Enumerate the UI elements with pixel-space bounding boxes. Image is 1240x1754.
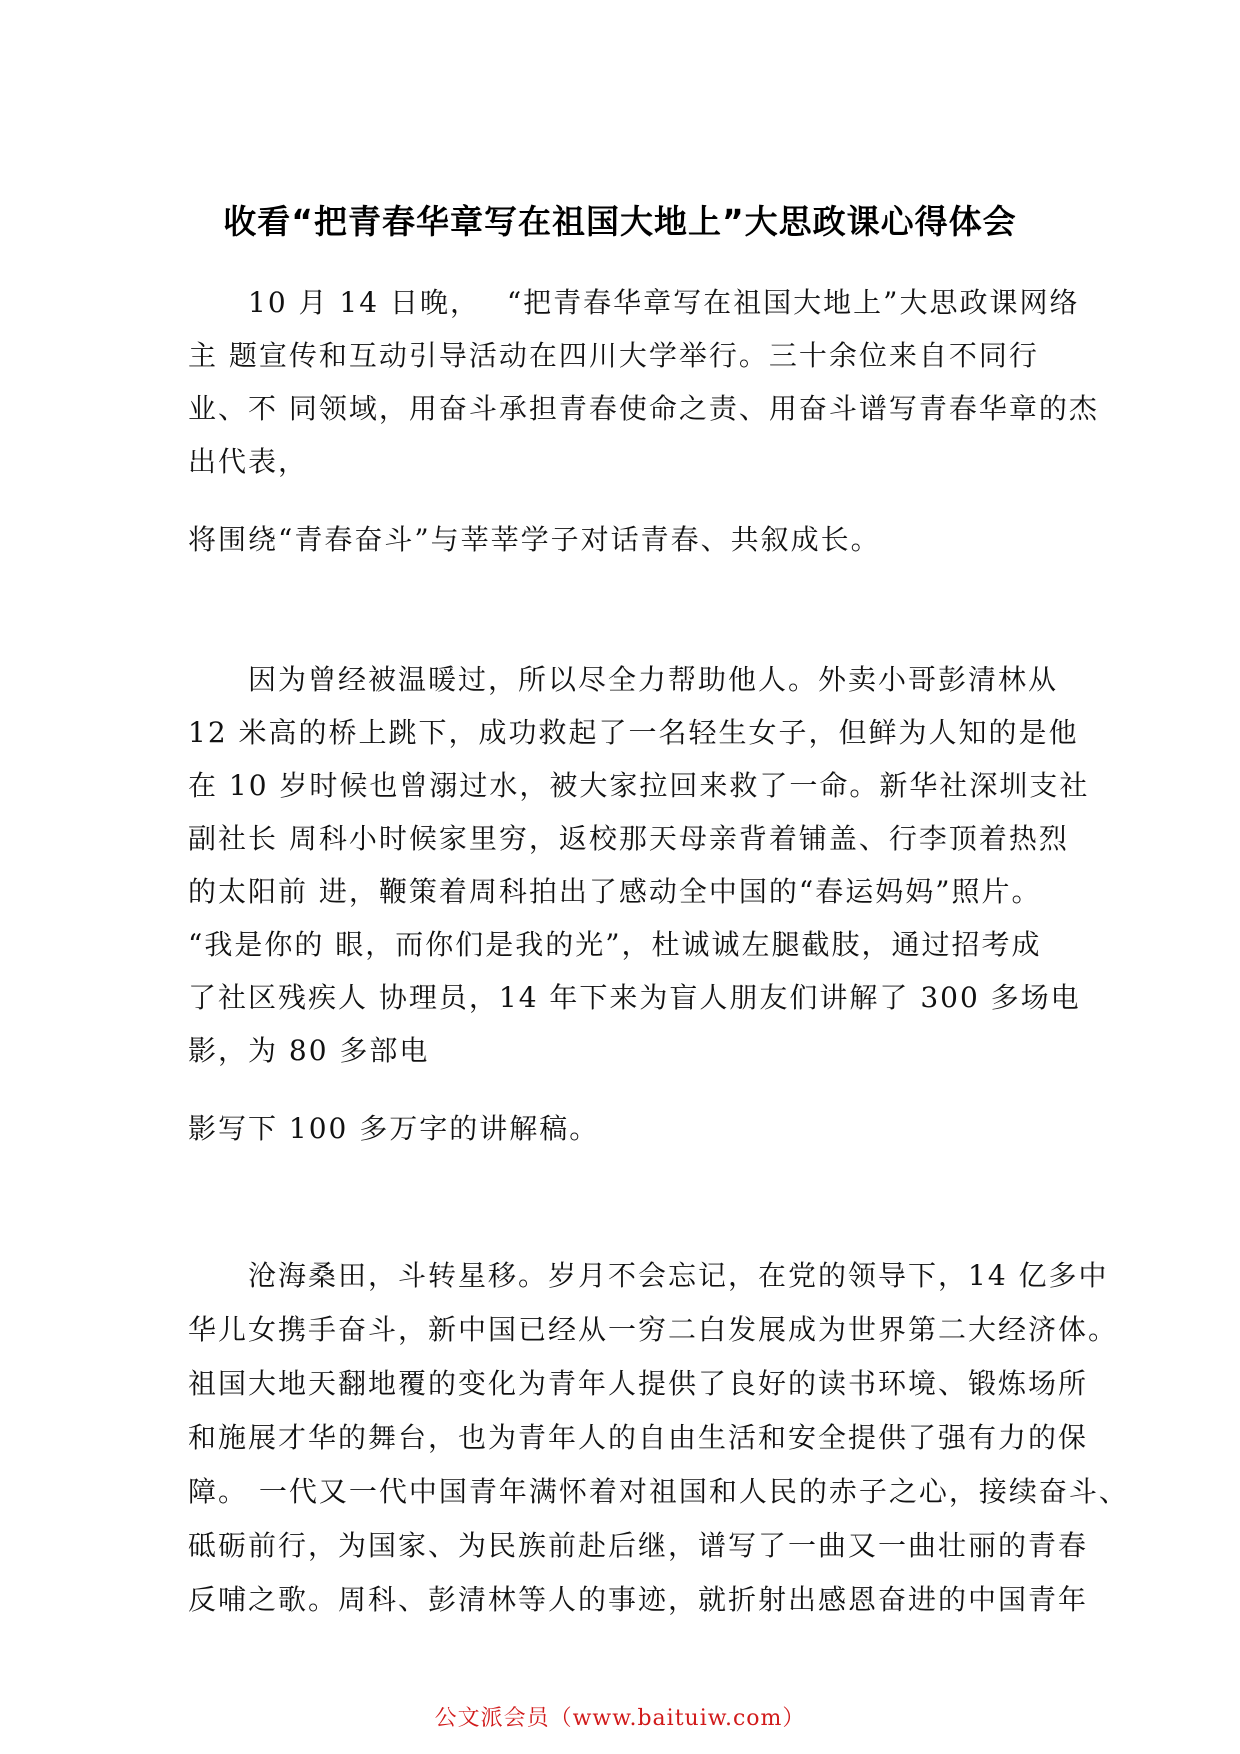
paragraph-line: 在 10 岁时候也曾溺过水，被大家拉回来救了一命。新华社深圳支社 xyxy=(188,769,1090,802)
paragraph-line: 主 题宣传和互动引导活动在四川大学举行。三十余位来自不同行 xyxy=(188,339,1039,372)
paragraph-line: 业、不 同领域，用奋斗承担青春使命之责、用奋斗谱写青春华章的杰 xyxy=(188,392,1099,425)
paragraph-line: 祖国大地天翻地覆的变化为青年人提供了良好的读书环境、锻炼场所 xyxy=(188,1367,1089,1400)
footer-watermark: 公文派会员（www.baituiw.com） xyxy=(434,1706,806,1731)
paragraph-line: 障。 一代又一代中国青年满怀着对祖国和人民的赤子之心，接续奋斗、 xyxy=(188,1475,1129,1508)
paragraph-line: 将围绕“青春奋斗”与莘莘学子对话青春、共叙成长。 xyxy=(188,523,881,556)
paragraph-line: 10 月 14 日晚， “把青春华章写在祖国大地上”大思政课网络 xyxy=(188,286,1080,319)
paragraph-line: 和施展才华的舞台，也为青年人的自由生活和安全提供了强有力的保 xyxy=(188,1421,1089,1454)
paragraph-line: 影，为 80 多部电 xyxy=(188,1034,430,1067)
paragraph-line: 出代表， xyxy=(188,445,309,478)
paragraph-line: 华儿女携手奋斗，新中国已经从一穷二白发展成为世界第二大经济体。 xyxy=(188,1313,1119,1346)
paragraph-line: 影写下 100 多万字的讲解稿。 xyxy=(188,1112,600,1145)
paragraph-line: 因为曾经被温暖过，所以尽全力帮助他人。外卖小哥彭清林从 xyxy=(188,663,1059,696)
paragraph-line: 反哺之歌。周科、彭清林等人的事迹，就折射出感恩奋进的中国青年 xyxy=(188,1583,1089,1616)
paragraph-line: 副社长 周科小时候家里穷，返校那天母亲背着铺盖、行李顶着热烈 xyxy=(188,822,1069,855)
paragraph-line: 了社区残疾人 协理员，14 年下来为盲人朋友们讲解了 300 多场电 xyxy=(188,981,1081,1014)
paragraph-line: “我是你的 眼，而你们是我的光”，杜诚诚左腿截肢，通过招考成 xyxy=(188,928,1042,961)
paragraph-line: 砥砺前行，为国家、为民族前赴后继，谱写了一曲又一曲壮丽的青春 xyxy=(188,1529,1089,1562)
paragraph-line: 的太阳前 进，鞭策着周科拍出了感动全中国的“春运妈妈”照片。 xyxy=(188,875,1042,908)
paragraph-line: 沧海桑田，斗转星移。岁月不会忘记，在党的领导下，14 亿多中 xyxy=(188,1259,1109,1292)
paragraph-line: 12 米高的桥上跳下，成功救起了一名轻生女子，但鲜为人知的是他 xyxy=(188,716,1079,749)
document-title: 收看“把青春华章写在祖国大地上”大思政课心得体会 xyxy=(223,202,1017,241)
